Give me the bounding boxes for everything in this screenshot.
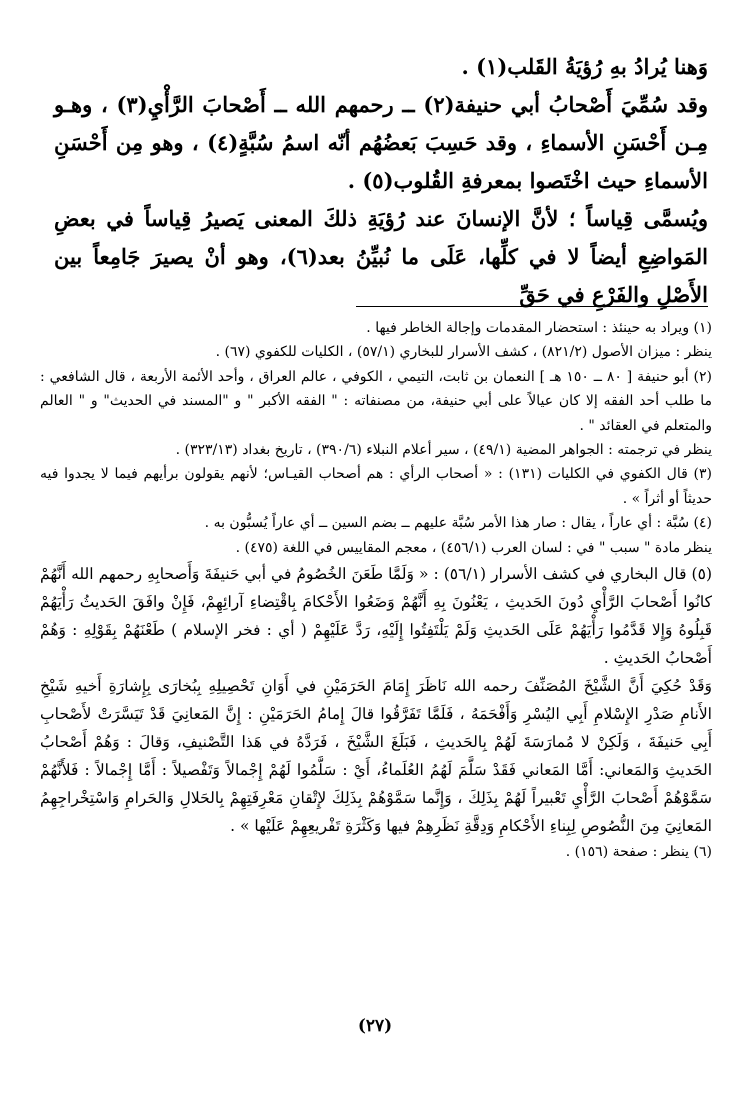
main-paragraph-2: وقد سُمِّيَ أَصْحابُ أبي حنيفة(٢) ــ رحمهم الله ــ أَصْحابَ الرَّأْيِ(٣) ، وهـو مِـن أَحْسَنِ الأسماءِ ، وقد حَسِبَ بَعضُهُم أنّه اسمُ سُبَّةٍ(٤) ، وهو مِن أَحْسَنِ الأسماءِ حيث اخْتَصوا بمعرفةِ القُلوب(٥) . — [54, 92, 709, 193]
footnote-5-quote: (٥) قال البخاري في كشف الأسرار (٥٦/١) : « وَلَمَّا طَعَنَ الخُصُومُ في أبي حَنيفَةَ وَأَصحابِهِ رحمهم الله أَنَّهُمْ كانُوا أَصْحابَ الرَّأْيِ دُونَ الحَديثِ ، يَعْنُونَ بِهِ أَنَّهُمْ وَضَعُوا الأَحْكامَ بِاقْتِضاءِ آرائِهِمْ، فَإِنْ وافَقَ الحَديثُ رَأْيَهُمْ قَبِلُوهُ وَإِلا قَدَّمُوا رَأْيَهُمْ عَلَى الحَديثِ وَلَمْ يَلْتَفِتُوا إِلَيْهِ، رَدَّ عَلَيْهِمْ ( أي : فخر الإسلام ) طَعْنَهُمْ بِقَوْلِهِ : وَهُمْ أَصْحابُ الحَديثِ . — [40, 565, 712, 668]
footnote-6: (٦) ينظر : صفحة (١٥٦) . — [565, 844, 712, 861]
footnote-4: (٤) سُبَّة : أي عاراً ، يقال : صار هذا الأمر سُبَّة عليهم ــ بضم السين ــ أي عاراً يُسبُّون به . — [204, 515, 712, 532]
footnote-1: (١) ويراد به حينئذ : استحضار المقدمات وإجالة الخاطر فيها . — [366, 320, 712, 336]
main-paragraph-3: ويُسمَّى قِياساً ؛ لأنَّ الإنسانَ عند رُؤيَةِ ذلكَ المعنى يَصيرُ قِياساً في بعضِ المَواضِعِ أيضاً لا في كلِّها، عَلَى ما نُبيِّنُ بعد(٦)، وهو أنْ يصيرَ جَامِعاً بين الأَصْلِ والفَرْعِ في حَقِّ — [54, 206, 708, 307]
footnote-4-reference: ينظر مادة " سبب " في : لسان العرب (٤٥٦/١) ، معجم المقاييس في اللغة (٤٧٥) . — [235, 539, 712, 556]
page-number: (٢٧) — [357, 1016, 393, 1036]
footnote-3: (٣) قال الكفوي في الكليات (١٣١) : « أصحاب الرأي : هم أصحاب القيـاس؛ لأنهم يقولون برأيهم فيما لا يجدوا فيه حديثاً أو أثراً » . — [40, 466, 712, 507]
footnote-2: (٢) أبو حنيفة [ ٨٠ ــ ١٥٠ هـ ] النعمان بن ثابت، التيمي ، الكوفي ، عالم العراق ، وأحد الأئمة الأربعة ، قال الشافعي : ما طلب أحد الفقه إلا كان عيالاً على أبي حنيفة، من مصنفاته : " الفقه الأكبر " و "المسند في الحديث" و " العالم والمتعلم في العقائد " . — [40, 368, 713, 434]
footnote-1-reference: ينظر : ميزان الأصول (٨٢١/٢) ، كشف الأسرار للبخاري (٥٧/١) ، الكليات للكفوي (٦٧) . — [215, 344, 712, 361]
footnotes — [40, 316, 712, 864]
main-text — [54, 48, 708, 314]
footnote-5-quote-continued: وَقَدْ حُكِيَ أَنَّ الشَّيْخَ المُصَنِّفَ رحمه الله نَاظَرَ إِمَامَ الحَرَمَيْنِ في أَوَانِ تَحْصِيلِهِ بِبُخارَى بِإِشارَةِ أَخيهِ شَيْخِ الأَنامِ صَدْرِ الإِسْلامِ أَبِي اليُسْرِ وَأَفْحَمَهُ ، فَلَمَّا تَفَرَّقُوا قالَ إِمامُ الحَرَمَيْنِ : إِنَّ المَعانِيَ قَدْ تَيَسَّرَتْ لأَصْحابِ أَبِي حَنيفَةَ ، وَلَكِنْ لا مُمارَسَةَ لَهُمْ بِالحَديثِ ، فَبَلَغَ الشَّيْخَ ، فَرَدَّهُ في هَذا التَّصْنيفِ، وَقالَ : وَهُمْ أَصْحابُ الحَديثِ وَالمَعاني: أَمَّا المَعاني فَقَدْ سَلَّمَ لَهُمُ العُلَماءُ، أَيْ : سَلَّمُوا لَهُمْ إِجْمالاً وَتَفْصيلاً : أَمَّا إِجْمالاً : فَلأَنَّهُمْ سَمَّوْهُمْ أَصْحابَ الرَّأْيِ تَعْبيراً لَهُمْ بِذَلِكَ ، وَإِنَّما سَمَّوْهُمْ بِذَلِكَ لإِتْقانِ مَعْرِفَتِهِمْ بِالحَلالِ وَالحَرامِ وَاسْتِخْراجِهِمُ المَعانِيَ مِنَ النُّصُوصِ لِبِناءِ الأَحْكامِ وَدِقَّةِ نَظَرِهِمْ فيها وَكَثْرَةِ تَفْريعِهِمْ عَلَيْها » . — [40, 677, 712, 836]
footnote-2-reference: ينظر في ترجمته : الجواهر المضية (٤٩/١) ، سير أعلام النبلاء (٣٩٠/٦) ، تاريخ بغداد (٣٢٣/١٣) . — [175, 442, 712, 459]
main-paragraph-1: وَهنا يُرادُ بهِ رُؤيَةُ القَلب(١) . — [461, 54, 708, 79]
footnote-divider — [356, 306, 708, 307]
